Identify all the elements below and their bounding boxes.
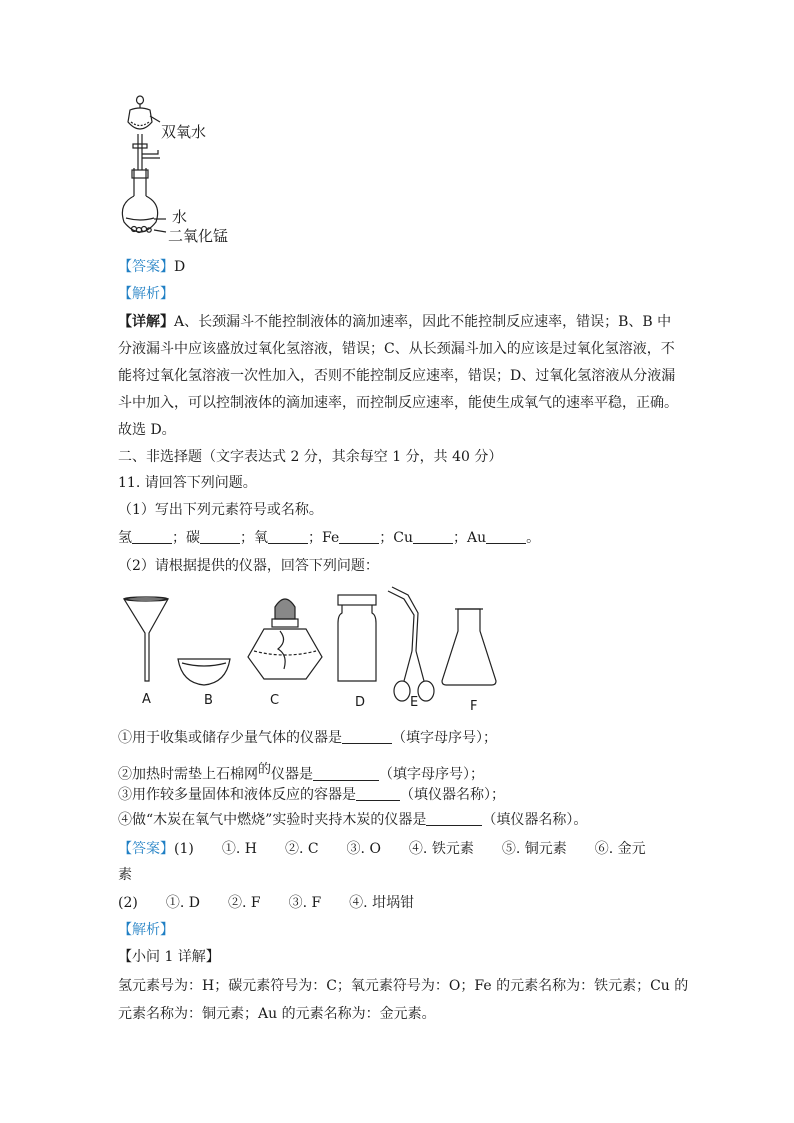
conical-flask-icon (442, 609, 496, 685)
q10-detail-line-5: 故选 D。 (118, 422, 176, 438)
sep: ； (379, 530, 394, 546)
q10-detail-line-3: 能将过氧化氢溶液一次性加入，否则不能控制反应速率，错误；D、过氧化氢溶液从分液漏 (118, 368, 676, 384)
blank-o[interactable] (268, 529, 308, 544)
sep: ； (452, 530, 467, 546)
instrument-label-a: A (142, 692, 151, 707)
q11-subq1-tag: 【小问 1 详解】 (118, 949, 220, 965)
blank-au[interactable] (486, 529, 526, 544)
subq-2-hint: （填字母序号）； (379, 766, 485, 783)
answer-tag: 【答案】 (118, 841, 174, 857)
q11-analysis-tag: 【解析】 (118, 922, 174, 938)
label-mno2: 二氧化锰 (168, 227, 229, 245)
item-au: Au (466, 530, 487, 546)
item-c: 碳 (186, 530, 200, 546)
instrument-label-f: F (470, 699, 478, 714)
answer-tag: 【答案】 (118, 259, 174, 275)
q11-answer-line-1 (118, 838, 646, 858)
element-blanks-line (118, 527, 540, 547)
crucible-tongs-icon (388, 587, 434, 701)
detail-text: A、长颈漏斗不能控制液体的滴加速率，因此不能控制反应速率，错误；B、B 中 (174, 314, 672, 330)
item-h: 氢 (118, 530, 132, 546)
funnel-icon (124, 597, 168, 681)
section-heading: 二、非选择题（文字表达式 2 分，其余每空 1 分，共 40 分） (118, 449, 503, 465)
q11-answer-line-3: (2) ①. D ②. F ③. F ④. 坩埚钳 (118, 895, 415, 911)
instrument-label-e: E (410, 695, 419, 710)
blank-c[interactable] (200, 529, 240, 544)
q10-detail-line-2: 分液漏斗中应该盛放过氧化氢溶液，错误；C、从长颈漏斗加入的应该是过氧化氢溶液，不 (118, 341, 675, 357)
subq-2-blank[interactable] (313, 766, 379, 781)
q11-stem: 11. 请回答下列问题。 (118, 475, 257, 491)
q10-analysis-tag: 【解析】 (118, 286, 174, 302)
q10-answer (118, 256, 185, 276)
subq-1-blank[interactable] (342, 729, 392, 744)
end-mark: 。 (526, 530, 541, 546)
subq-2-text: ②加热时需垫上石棉网 (118, 766, 258, 783)
gas-jar-icon (338, 595, 376, 681)
item-cu: Cu (393, 530, 413, 546)
subq-4-text: ④做“木炭在氧气中燃烧”实验时夹持木炭的仪器是 (118, 812, 427, 828)
blank-cu[interactable] (413, 529, 453, 544)
evaporating-dish-icon (178, 659, 230, 685)
subq-2-sup: 的 (258, 762, 272, 777)
q11-part1-prompt: （1）写出下列元素符号或名称。 (118, 502, 323, 518)
label-h2o2: 双氧水 (161, 123, 207, 141)
answer-1-text: (1) ①. H ②. C ③. O ④. 铁元素 ⑤. 铜元素 ⑥. 金元 (174, 841, 646, 857)
subq-1 (118, 727, 497, 747)
sep: ； (240, 530, 254, 546)
blank-h[interactable] (132, 529, 172, 544)
instrument-label-d: D (355, 695, 366, 710)
blank-fe[interactable] (339, 529, 379, 544)
subq-2 (118, 758, 484, 784)
subq-3 (118, 784, 505, 804)
item-fe: Fe (322, 530, 340, 546)
instruments-figure (118, 585, 498, 715)
subq-4 (118, 809, 587, 829)
subq-2-mid: 仪器是 (271, 766, 314, 783)
sep: ； (308, 530, 322, 546)
sep: ； (172, 530, 186, 546)
subq-4-hint: （填仪器名称）。 (482, 812, 588, 828)
subq-3-text: ③用作较多量固体和液体反应的容器是 (118, 787, 356, 803)
q11-answer-line-2: 素 (118, 867, 132, 883)
q11-detail-line-1: 氢元素号为：H；碳元素符号为：C；氧元素符号为：O；Fe 的元素名称为：铁元素；Cu 的 (118, 978, 689, 994)
instrument-label-c: C (270, 693, 280, 708)
q11-detail-line-2: 元素名称为：铜元素；Au 的元素名称为：金元素。 (118, 1006, 436, 1022)
q10-detail-line-1 (118, 311, 671, 331)
q11-part2-prompt: （2）请根据提供的仪器，回答下列问题： (118, 558, 379, 574)
answer-value: D (174, 259, 186, 275)
label-water: 水 (172, 208, 188, 226)
q10-detail-line-4: 斗中加入，可以控制液体的滴加速率，而控制反应速率，能使生成氧气的速率平稳，正确。 (118, 395, 678, 411)
item-o: 氧 (254, 530, 268, 546)
subq-1-hint: （填字母序号）； (392, 730, 497, 746)
subq-3-hint: （填仪器名称）； (400, 787, 505, 803)
subq-4-blank[interactable] (426, 811, 482, 826)
alcohol-lamp-icon (248, 599, 322, 679)
subq-3-blank[interactable] (356, 786, 400, 801)
detail-tag: 【详解】 (118, 314, 174, 330)
instrument-label-b: B (204, 693, 213, 708)
subq-1-text: ①用于收集或储存少量气体的仪器是 (118, 730, 342, 746)
